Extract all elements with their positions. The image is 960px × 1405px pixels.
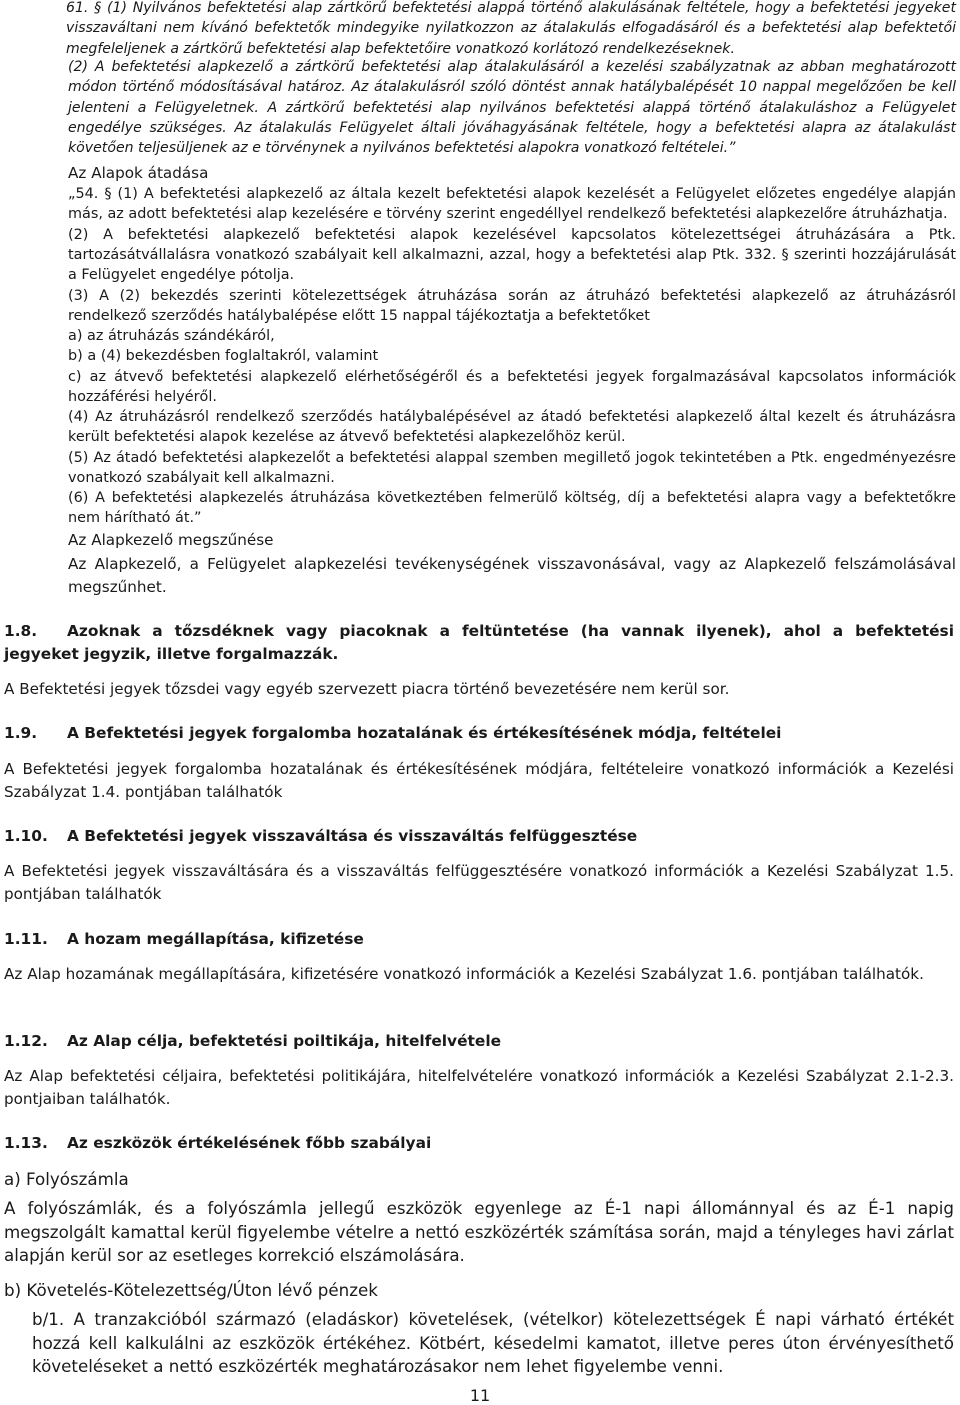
subsection-b-heading: b) Követelés-Kötelezettség/Úton lévő pénzek bbox=[4, 1280, 378, 1300]
section-1-11-title bbox=[4, 928, 954, 951]
section-1-9-number: 1.9. bbox=[4, 724, 38, 742]
subsection-a-heading: a) Folyószámla bbox=[4, 1169, 129, 1189]
subsection-b1-body: b/1. A tranzakcióból származó (eladáskor) követelések, (vételkor) kötelezettségek É napi várható értékét hozzá kell kalkulálni az eszközök értékéhez. Kötbért, késedelmi kamatot, illetve peres úton érvényesíthető követeléseket a nettó eszközérték meghatározásakor nem lehet figyelembe venni. bbox=[32, 1309, 954, 1377]
section-1-8-title bbox=[4, 620, 954, 666]
section-1-10-title bbox=[4, 825, 954, 848]
paragraph-54-5: (5) Az átadó befektetési alapkezelőt a befektetési alappal szemben megillető jogok tekintetében a Ptk. engedményezésre vonatkozó szabályait kell alkalmazni. bbox=[68, 450, 956, 487]
paragraph-61-1: 61. § (1) Nyilvános befektetési alap zártkörű befektetési alappá történő alakulásának feltétele, hogy a befektetési jegyeket visszaváltani nem kívánó befektetők mindegyike nyilatkozzon az átalakulás elfogadásáról és a befektetési alap befektetői megfeleljenek a zártkörű befektetési alap befektetőire vonatkozó korlátozó rendelkezéseknek. bbox=[66, 0, 956, 57]
page-number: 11 bbox=[469, 1386, 491, 1405]
section-1-12-number: 1.12. bbox=[4, 1032, 48, 1050]
paragraph-54-3-a: a) az átruházás szándékáról, bbox=[68, 328, 275, 344]
section-1-11-body: Az Alap hozamának megállapítására, kifizetésére vonatkozó információk a Kezelési Szabályzat 1.6. pontjában találhatók. bbox=[4, 965, 924, 983]
section-1-12-title bbox=[4, 1030, 954, 1053]
paragraph-54-4: (4) Az átruházásról rendelkező szerződés hatálybalépésével az átadó befektetési alapkezelő által kezelt és átruházásra került befektetési alapok kezelése az átvevő befektetési alapkezelőhöz kerül. bbox=[68, 409, 956, 446]
section-1-13-title bbox=[4, 1132, 954, 1155]
section-1-10-heading: A Befektetési jegyek visszaváltása és visszaváltás felfüggesztése bbox=[67, 827, 638, 845]
section-1-8-heading: Azoknak a tőzsdéknek vagy piacoknak a feltüntetése (ha vannak ilyenek), ahol a befektetési jegyeket jegyzik, illetve forgalmazzák. bbox=[4, 622, 954, 663]
section-1-10-body: A Befektetési jegyek visszaváltására és a visszaváltás felfüggesztésére vonatkozó információk a Kezelési Szabályzat 1.5. pontjában találhatók bbox=[4, 862, 954, 903]
section-1-10-number: 1.10. bbox=[4, 827, 48, 845]
paragraph-61-2: (2) A befektetési alapkezelő a zártkörű befektetési alap átalakulásáról a kezelési szabályzatnak az abban meghatározott módon történő módosításával határoz. Az átalakulásról szóló döntést annak hatálybalépését 10 nappal megelőzően be kell jelenteni a Felügyeletnek. A zártkörű befektetési alap nyilvános befektetési alappá történő átalakuláshoz a Felügyelet engedélye szükséges. Az átalakulás Felügyelet általi jóváhagyásának feltétele, hogy a befektetési alapra az átalakulást követően teljesüljenek az e törvénynek a nyilvános befektetési alapokra vonatkozó feltételei.” bbox=[68, 59, 956, 157]
section-1-11-number: 1.11. bbox=[4, 930, 48, 948]
paragraph-54-3-b: b) a (4) bekezdésben foglaltakról, valamint bbox=[68, 348, 379, 364]
paragraph-megszunese: Az Alapkezelő, a Felügyelet alapkezelési tevékenységének visszavonásával, vagy az Alapkezelő felszámolásával megszűnhet. bbox=[68, 555, 956, 596]
section-1-13-heading: Az eszközök értékelésének főbb szabályai bbox=[67, 1134, 432, 1152]
section-1-8-number: 1.8. bbox=[4, 622, 38, 640]
section-1-9-title bbox=[4, 722, 954, 745]
heading-alapkezelo-megszunese: Az Alapkezelő megszűnése bbox=[68, 531, 274, 549]
section-1-12-body: Az Alap befektetési céljaira, befektetési politikájára, hitelfelvételére vonatkozó információk a Kezelési Szabályzat 2.1-2.3. pontjaiban találhatók. bbox=[4, 1067, 954, 1108]
heading-alapok-atadasa: Az Alapok átadása bbox=[68, 164, 209, 182]
paragraph-54-1: „54. § (1) A befektetési alapkezelő az általa kezelt befektetési alapok kezelését a Felügyelet előzetes engedélye alapján más, az adott befektetési alap kezelésére e törvény szerint engedéllyel rendelkező befektetési alapkezelőre átruházhatja. bbox=[68, 186, 956, 223]
section-1-12-heading: Az Alap célja, befektetési poiltikája, hitelfelvétele bbox=[67, 1032, 502, 1050]
paragraph-54-3-c: c) az átvevő befektetési alapkezelő elérhetőségéről és a befektetési jegyek forgalmazásával kapcsolatos információk hozzáférési helyéről. bbox=[68, 369, 956, 406]
section-1-9-heading: A Befektetési jegyek forgalomba hozatalának és értékesítésének módja, feltételei bbox=[67, 724, 782, 742]
section-1-11-heading: A hozam megállapítása, kifizetése bbox=[67, 930, 364, 948]
section-1-13-number: 1.13. bbox=[4, 1134, 48, 1152]
subsection-a-body: A folyószámlák, és a folyószámla jellegű eszközök egyenlege az É-1 napi állománnyal és az É-1 napig megszolgált kamattal kerül figyelembe vételre a nettó eszközérték számítása során, majd a tényleges havi zárlat alapján kerül sor az esetleges korrekció elszámolására. bbox=[4, 1198, 954, 1266]
section-1-9-body: A Befektetési jegyek forgalomba hozatalának és értékesítésének módjára, feltételeire vonatkozó információk a Kezelési Szabályzat 1.4. pontjában találhatók bbox=[4, 760, 954, 801]
paragraph-54-2: (2) A befektetési alapkezelő befektetési alapok kezelésével kapcsolatos kötelezettségei átruházására a Ptk. tartozásátvállalásra vonatkozó szabályait kell alkalmazni, azzal, hogy a befektetési alap Ptk. 332. § szerinti hozzájárulását a Felügyelet engedélye pótolja. bbox=[68, 227, 956, 284]
paragraph-54-3: (3) A (2) bekezdés szerinti kötelezettségek átruházása során az átruházó befektetési alapkezelő az átruházásról rendelkező szerződés hatálybalépése előtt 15 nappal tájékoztatja a befektetőket bbox=[68, 288, 956, 325]
paragraph-54-6: (6) A befektetési alapkezelés átruházása következtében felmerülő költség, díj a befektetési alapra vagy a befektetőkre nem hárítható át.” bbox=[68, 490, 956, 527]
section-1-8-body: A Befektetési jegyek tőzsdei vagy egyéb szervezett piacra történő bevezetésére nem kerül sor. bbox=[4, 680, 730, 698]
